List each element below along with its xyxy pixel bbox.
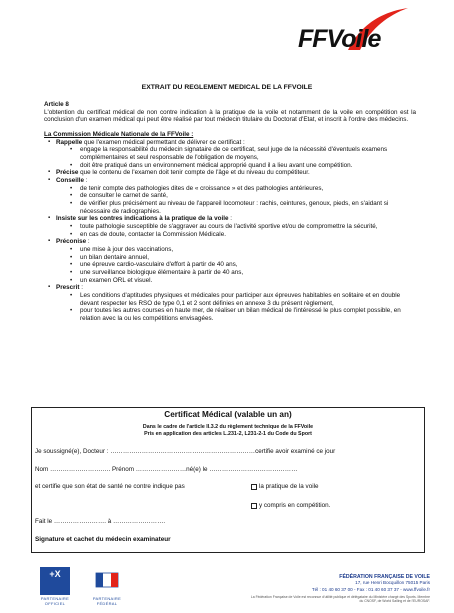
square-bullet-icon: ▪: [48, 138, 51, 145]
list-item: [70, 192, 416, 200]
list-item: [70, 231, 416, 239]
section-heading: [48, 139, 416, 147]
section-text: :: [228, 215, 233, 223]
footer-legal: La Fédération Française de Voile est reconnue d'utilité publique et délégataire du Ministère chargé des Sports. Membre du CNOSF, de World Sailing et de l'EUROSAF.: [250, 594, 430, 603]
commission-section: [48, 177, 416, 215]
list-item-text: Les conditions d'aptitudes physiques et médicales pour participer aux épreuves habitables en solitaire et en double devant respecter les RSO de type 0,1 et 2 sont définies en annexe 3 du présent règlement,: [80, 292, 401, 307]
bullet-icon: •: [70, 246, 73, 254]
bullet-icon: •: [70, 200, 73, 208]
list-item: [70, 254, 416, 262]
doctor-line[interactable]: Je soussigné(e), Docteur : ……………………………………………………………certifie avoir examiné ce jour: [35, 448, 336, 455]
certificate-subtitle-1: Dans le cadre de l'article II.3.2 du règlement technique de la FFVoile: [142, 424, 314, 430]
bullet-icon: •: [70, 292, 73, 300]
section-text: :: [84, 177, 88, 185]
square-bullet-icon: ▪: [48, 238, 51, 245]
certificate-title: Certificat Médical (valable un an): [164, 410, 292, 419]
checkbox-competition[interactable]: [251, 502, 330, 510]
partner-badge: +X: [40, 567, 70, 595]
list-item-text: doit être pratiqué dans un environnement médical approprié quand il a lieu avant une compétition.: [80, 161, 353, 169]
section-text: :: [79, 284, 83, 292]
article-heading: Article 8: [44, 101, 69, 108]
footer-phone: Tél : 01 40 60 37 00 - Fax : 01 40 60 37 37 - www.ffvoile.fr: [311, 586, 430, 592]
partner-logos: [40, 567, 140, 611]
section-items: [70, 223, 416, 238]
partner-label-federal: PARTENAIRE FÉDÉRAL: [92, 596, 122, 606]
section-label: Insiste sur les contres indications à la pratique de la voile: [56, 215, 229, 223]
name-line[interactable]: Nom ……………………….. Prénom ……………………né(e) le ……………………………………: [35, 466, 298, 473]
commission-section: [48, 238, 416, 284]
bullet-icon: •: [70, 276, 73, 284]
list-item: [70, 146, 416, 161]
commission-section: [48, 139, 416, 170]
checkbox-competition-label: y compris en compétition.: [259, 502, 331, 509]
commission-section: [48, 284, 416, 322]
section-heading: [48, 215, 416, 223]
list-item-text: de tenir compte des pathologies dites de « croissance » et des pathologies antérieures,: [80, 184, 324, 192]
checkbox-sailing-label: la pratique de la voile: [259, 483, 319, 490]
list-item-text: une épreuve cardio-vasculaire d'effort à partir de 40 ans,: [80, 261, 238, 269]
date-place-line[interactable]: Fait le ……………………. à …………………….: [35, 518, 166, 525]
signature-label: Signature et cachet du médecin examinateur: [35, 536, 171, 543]
section-items: [70, 146, 416, 169]
commission-section: [48, 215, 416, 238]
commission-heading: La Commission Médicale Nationale de la FFVoile :: [44, 131, 194, 139]
section-label: Préconise: [56, 238, 87, 246]
bullet-icon: •: [70, 261, 73, 269]
federal-partner-icon: [92, 567, 122, 595]
square-bullet-icon: ▪: [48, 215, 51, 222]
section-label: Précise: [56, 169, 79, 177]
square-bullet-icon: ▪: [48, 169, 51, 176]
article-body: L'obtention du certificat médical de non contre indication à la pratique de la voile et notamment de la voile en compétition est la conclusion d'un examen médical qui peut être réalisé par tout médecin titulaire du Doctorat d'Etat, et inscrit à l'ordre des médecins.: [44, 108, 416, 124]
bullet-icon: •: [70, 230, 73, 238]
bullet-icon: •: [70, 161, 73, 169]
section-heading: [48, 169, 416, 177]
logo-wordmark: FFVoile: [298, 25, 381, 53]
list-item-text: pour toutes les autres courses en haute mer, de réaliser un bilan médical de l'intéressé le plus complet possible, en relation avec la ou les compétitions envisagées.: [80, 307, 401, 323]
section-text: que l'examen médical permettant de délivrer ce certificat :: [82, 138, 245, 146]
list-item: [70, 223, 416, 231]
bullet-icon: •: [70, 192, 73, 200]
certificate-subtitle-2: Pris en application des articles L.231-2, L231-2-1 du Code du Sport: [144, 431, 312, 437]
ffvoile-logo: [290, 6, 420, 56]
list-item: [70, 261, 416, 269]
section-items: [70, 292, 416, 323]
list-item-text: en cas de doute, contacter la Commission Médicale.: [80, 230, 226, 238]
section-heading: [48, 284, 416, 292]
list-item-text: toute pathologie susceptible de s'aggraver au cours de l'activité sportive et/ou de compromettre la sécurité,: [80, 223, 378, 231]
section-heading: [48, 238, 416, 246]
list-item-text: de vérifier plus précisément au niveau de l'appareil locomoteur : rachis, ceintures, genoux, pieds, en s'aidant si nécessaire de radiographies.: [80, 200, 389, 215]
commission-sections: [44, 139, 416, 323]
regulation-body: [44, 101, 416, 323]
bullet-icon: •: [70, 146, 73, 154]
list-item-text: une surveillance biologique élémentaire à partir de 40 ans,: [80, 269, 244, 277]
footer-address: 17, rue Henri Bocquillon 75015 Paris: [355, 580, 430, 586]
list-item: [70, 200, 416, 215]
footer-org: FÉDÉRATION FRANÇAISE DE VOILE: [339, 574, 430, 580]
commission-section: [48, 169, 416, 177]
checkbox-sailing[interactable]: [251, 483, 319, 491]
square-bullet-icon: ▪: [48, 177, 51, 184]
list-item-text: engage la responsabilité du médecin signataire de ce certificat, seul juge de la nécessité d'éventuels examens complémentaires et seul responsable de l'obligation de moyens,: [80, 146, 388, 162]
list-item: [70, 292, 416, 307]
bullet-icon: •: [70, 184, 73, 192]
list-item: [70, 269, 416, 277]
bullet-icon: •: [70, 269, 73, 277]
list-item-text: un bilan dentaire annuel,: [80, 253, 149, 261]
list-item: [70, 162, 416, 170]
section-items: [70, 185, 416, 216]
bullet-icon: •: [70, 253, 73, 261]
footer-contact: [250, 574, 430, 603]
square-bullet-icon: ▪: [48, 284, 51, 291]
section-label: Conseille: [56, 177, 84, 185]
bullet-icon: •: [70, 307, 73, 315]
section-heading: [48, 177, 416, 185]
checkbox-icon[interactable]: [251, 484, 257, 490]
list-item: [70, 185, 416, 193]
section-text: que le contenu de l'examen doit tenir compte de l'âge et du niveau du compétiteur.: [78, 169, 310, 177]
checkbox-icon[interactable]: [251, 503, 257, 509]
partner-label-official: PARTENAIRE OFFICIEL: [40, 596, 70, 606]
list-item: [70, 246, 416, 254]
list-item: [70, 277, 416, 285]
list-item-text: un examen ORL et visuel.: [80, 276, 153, 284]
section-label: Rappelle: [56, 138, 83, 146]
section-label: Prescrit: [56, 284, 80, 292]
certify-line: et certifie que son état de santé ne contre indique pas: [35, 483, 185, 490]
list-item-text: de consulter le carnet de santé,: [80, 192, 168, 200]
certificate-form: [31, 407, 425, 553]
list-item-text: une mise à jour des vaccinations,: [80, 246, 174, 254]
bullet-icon: •: [70, 223, 73, 231]
section-items: [70, 246, 416, 284]
page-title: EXTRAIT DU REGLEMENT MEDICAL DE LA FFVOILE: [141, 84, 313, 91]
section-text: :: [86, 238, 90, 246]
list-item: [70, 307, 416, 322]
